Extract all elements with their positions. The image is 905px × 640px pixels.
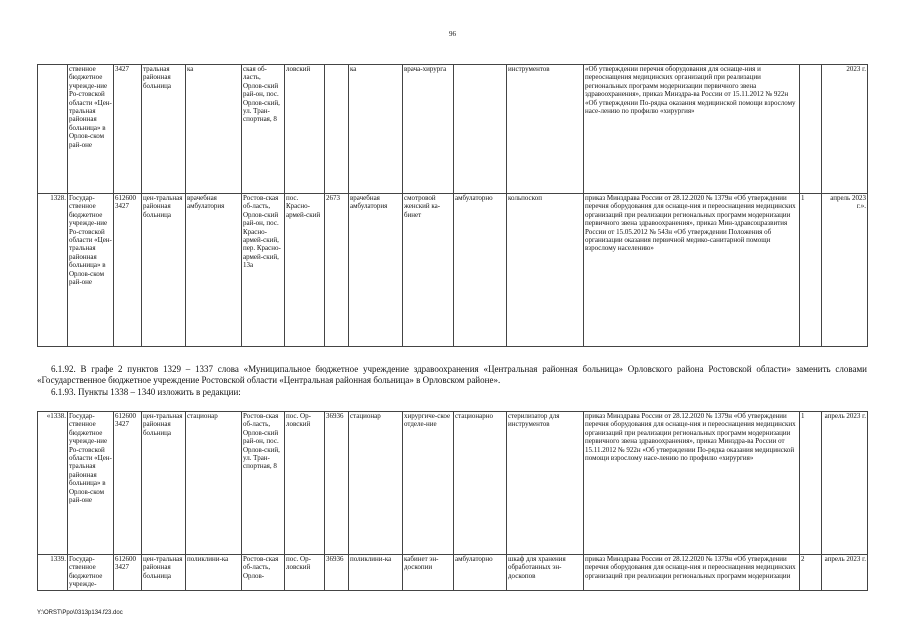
conditions-cell: амбулаторно: [454, 194, 507, 347]
conditions-cell: [454, 65, 507, 194]
code-cell: 2673: [325, 194, 349, 347]
short-name-cell: цен-тральная районная больница: [142, 194, 186, 347]
unit-cell: стационар: [349, 412, 403, 555]
code-cell: 36936: [325, 412, 349, 555]
settlement-cell: пос. Красно-армей-ский: [285, 194, 325, 347]
address-cell: ская об-ласть, Орлов-ский рай-он, пос. Орлов-ский, ул. Тран-спортная, 8: [242, 65, 285, 194]
settlement-cell: ловский: [285, 65, 325, 194]
org-name-cell: Государ-ственное бюджетное учрежде-: [68, 555, 114, 591]
legal-basis-cell: «Об утверждении перечня оборудования для оснаще-ния и переоснащения медицинских организаций при реализации региональных программ модернизации первичного звена здравоохранения», приказ Минздра-ва России от 15.11.2012 № 922н «Об утверждении По-рядка оказания медицинской помощи взрослому насе-лению по профилю «хирургия»: [584, 65, 800, 194]
room-cell: смотровой женский ка-бинет: [403, 194, 454, 347]
code-cell: [325, 65, 349, 194]
inn-cell: 612600 3427: [114, 412, 142, 555]
row-number-cell: 1339.: [38, 555, 68, 591]
subdivision-type-cell: ка: [186, 65, 242, 194]
subdivision-type-cell: стационар: [186, 412, 242, 555]
quantity-cell: 2: [800, 555, 822, 591]
short-name-cell: цен-тральная районная больница: [142, 555, 186, 591]
date-cell: апрель 2023 г.: [822, 555, 868, 591]
unit-cell: поликлини-ка: [349, 555, 403, 591]
equipment-cell: стерилизатор для инструментов: [507, 412, 584, 555]
equipment-table-bottom: [37, 411, 868, 591]
legal-basis-cell: приказ Минздрава России от 28.12.2020 № 1379н «Об утверждении перечня оборудования для оснаще-ния и переоснащения медицинских организаций при реализации региональных программ модернизации первичного звена здравоохранения», приказ Мин-здравсоцразвития России от 15.05.2012 № 543н «Об утверждении Положения об организации оказания первичной медико-санитарной помощи взрослому населению»: [584, 194, 800, 347]
short-name-cell: тральная районная больница: [142, 65, 186, 194]
conditions-cell: стационарно: [454, 412, 507, 555]
settlement-cell: пос. Ор-ловский: [285, 555, 325, 591]
date-cell: апрель 2023 г.».: [822, 194, 868, 347]
org-name-cell: Государ-ственное бюджетное учрежде-ние Ро-стовской области «Цен-тральная районная больница» в Орлов-ском рай-оне: [68, 194, 114, 347]
org-name-cell: ственное бюджетное учрежде-ние Ро-стовской области «Цен-тральная районная больница» в Орлов-ском рай-оне: [68, 65, 114, 194]
conditions-cell: амбулаторно: [454, 555, 507, 591]
address-cell: Ростов-ская об-ласть, Орлов-ский рай-он, пос. Орлов-ский, ул. Тран-спортная, 8: [242, 412, 285, 555]
legal-basis-cell: приказ Минздрава России от 28.12.2020 № 1379н «Об утверждении перечня оборудования для оснаще-ния и переоснащения медицинских организаций при реализации региональных программ модернизации: [584, 555, 800, 591]
equipment-table-top: [37, 64, 868, 347]
room-cell: хирургиче-ское отделе-ние: [403, 412, 454, 555]
table-row: [38, 412, 868, 555]
unit-cell: ка: [349, 65, 403, 194]
address-cell: Ростов-ская об-ласть, Орлов-: [242, 555, 285, 591]
file-path-footer: Y:\ORST\Ppo\0313p134.f23.doc: [37, 610, 123, 616]
legal-basis-cell: приказ Минздрава России от 28.12.2020 № 1379н «Об утверждении перечня оборудования для оснаще-ния и переоснащения медицинских организаций при реализации региональных программ модернизации первичного звена здравоохранения», приказ Минздра-ва России от 15.11.2012 № 922н «Об утверждении По-рядка оказания медицинской помощи взрослому насе-лению по профилю «хирургия»: [584, 412, 800, 555]
address-cell: Ростов-ская об-ласть, Орлов-ский рай-он, пос. Красно-армей-ский, пер. Красно-армей-ский, 13а: [242, 194, 285, 347]
equipment-cell: шкаф для хранения обработанных эн-доскопов: [507, 555, 584, 591]
date-cell: 2023 г.: [822, 65, 868, 194]
inn-cell: 612600 3427: [114, 555, 142, 591]
row-number-cell: 1328.: [38, 194, 68, 347]
subdivision-type-cell: поликлини-ка: [186, 555, 242, 591]
quantity-cell: 1: [800, 194, 822, 347]
amendment-paragraph-6-1-92: 6.1.92. В графе 2 пунктов 1329 – 1337 слова «Муниципальное бюджетное учреждение здравоохранения «Центральная районная больница» Орловского района Ростовской области» заменить словами «Государственное бюджетное учреждение Ростовской области «Центральная районная больница» в Орловском районе».: [37, 364, 867, 385]
equipment-cell: кольпоскоп: [507, 194, 584, 347]
settlement-cell: пос. Ор-ловский: [285, 412, 325, 555]
room-cell: врача-хирурга: [403, 65, 454, 194]
unit-cell: врачебная амбулатория: [349, 194, 403, 347]
date-cell: апрель 2023 г.: [822, 412, 868, 555]
quantity-cell: [800, 65, 822, 194]
page-number: 96: [449, 30, 456, 38]
row-number-cell: [38, 65, 68, 194]
inn-cell: 612600 3427: [114, 194, 142, 347]
table-row: [38, 65, 868, 194]
subdivision-type-cell: врачебная амбулатория: [186, 194, 242, 347]
table-row: [38, 555, 868, 591]
amendment-paragraph-6-1-93: 6.1.93. Пункты 1338 – 1340 изложить в редакции:: [51, 387, 241, 397]
equipment-cell: инструментов: [507, 65, 584, 194]
inn-cell: 3427: [114, 65, 142, 194]
org-name-cell: Государ-ственное бюджетное учрежде-ние Ро-стовской области «Цен-тральная районная больница» в Орлов-ском рай-оне: [68, 412, 114, 555]
row-number-cell: «1338.: [38, 412, 68, 555]
room-cell: кабинет эн-доскопии: [403, 555, 454, 591]
table-row: [38, 194, 868, 347]
short-name-cell: цен-тральная районная больница: [142, 412, 186, 555]
quantity-cell: 1: [800, 412, 822, 555]
code-cell: 36936: [325, 555, 349, 591]
